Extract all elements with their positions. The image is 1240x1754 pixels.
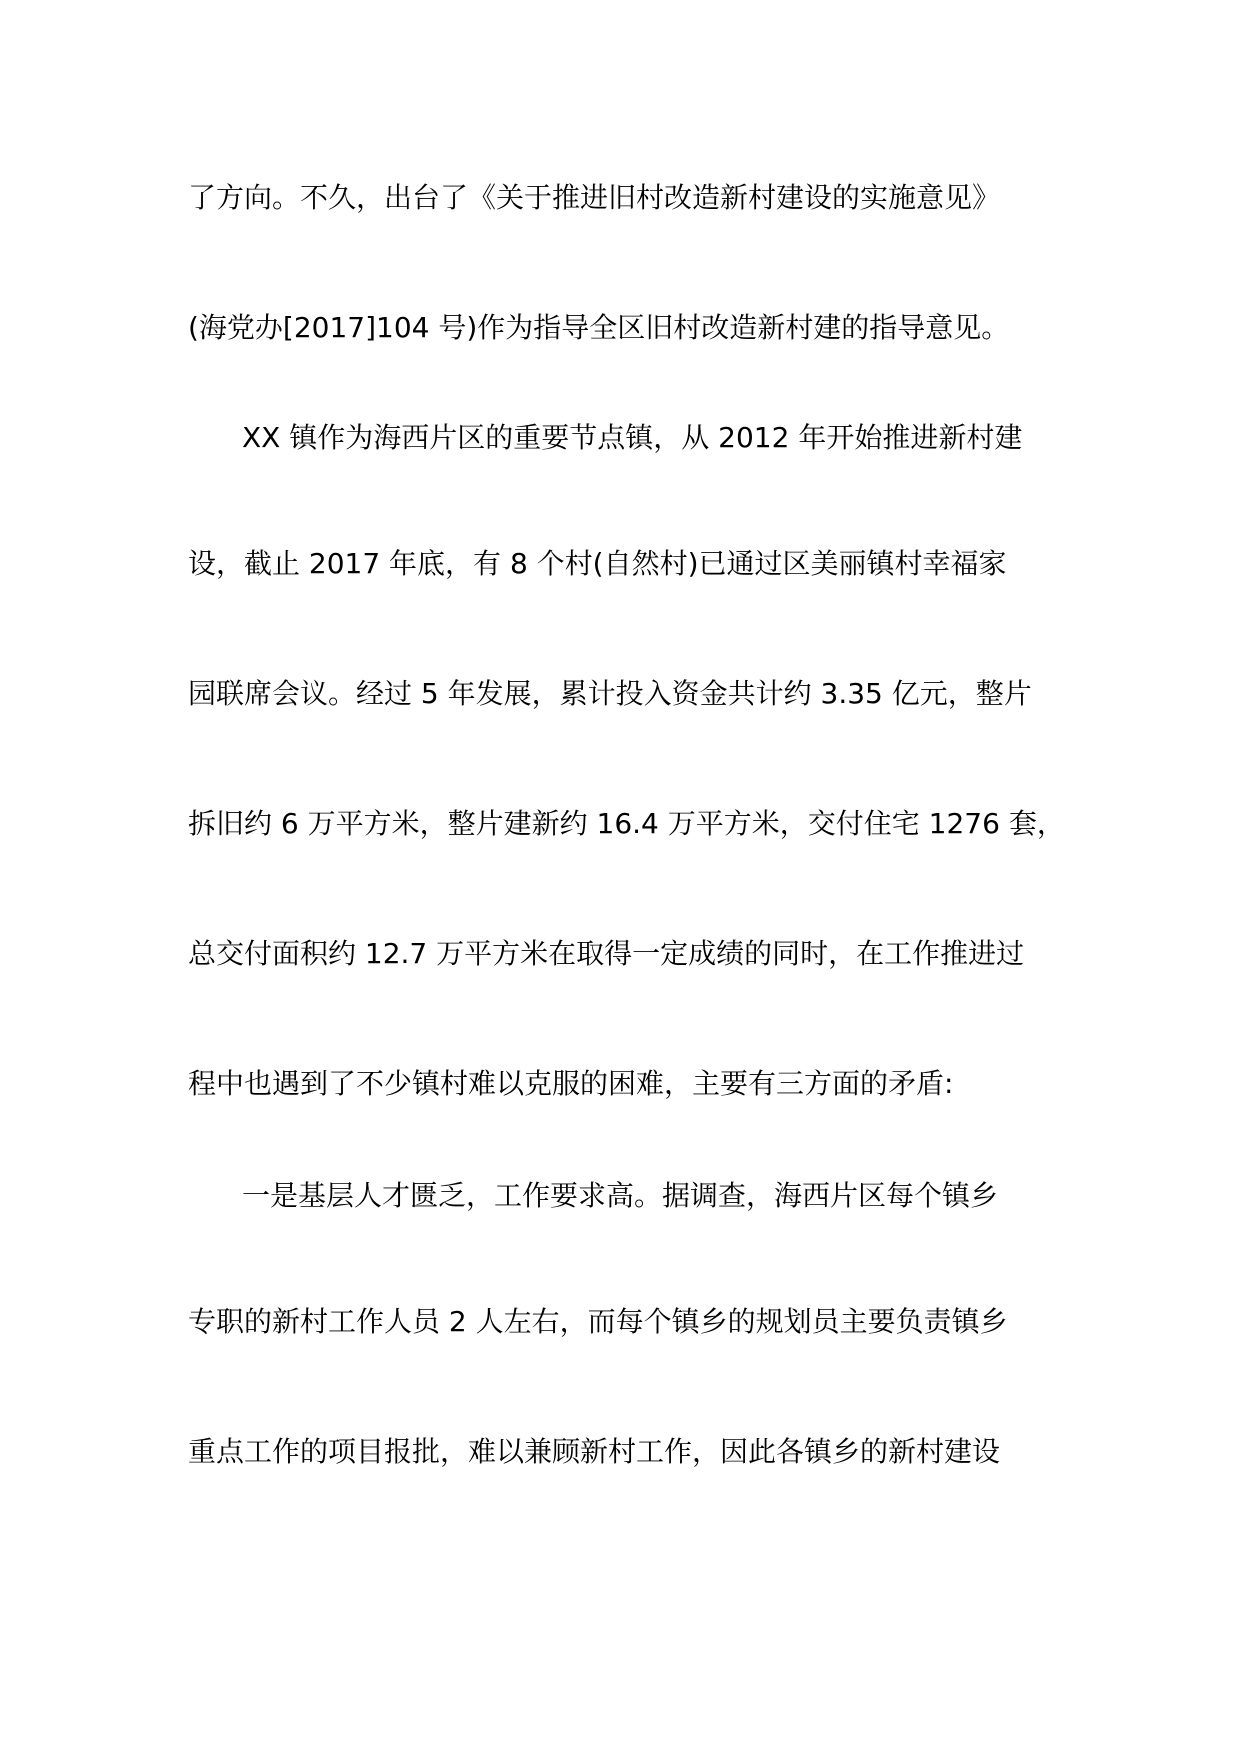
paragraph-start-line: 一是基层人才匮乏，工作要求高。据调查，海西片区每个镇乡 <box>242 1179 999 1212</box>
text-line: 拆旧约 6 万平方米，整片建新约 16.4 万平方米，交付住宅 1276 套， <box>188 807 1065 840</box>
text-line: 专职的新村工作人员 2 人左右，而每个镇乡的规划员主要负责镇乡 <box>188 1305 1008 1338</box>
text-line: (海党办[2017]104 号)作为指导全区旧村改造新村建的指导意见。 <box>188 311 1010 344</box>
text-line: 园联席会议。经过 5 年发展，累计投入资金共计约 3.35 亿元，整片 <box>188 677 1032 710</box>
paragraph-start-line: XX 镇作为海西片区的重要节点镇，从 2012 年开始推进新村建 <box>242 421 1023 454</box>
text-line: 设，截止 2017 年底，有 8 个村(自然村)已通过区美丽镇村幸福家 <box>188 547 1007 580</box>
text-line: 了方向。不久，出台了《关于推进旧村改造新村建设的实施意见》 <box>188 181 1001 214</box>
text-line: 程中也遇到了不少镇村难以克服的困难，主要有三方面的矛盾: <box>188 1067 954 1100</box>
text-line: 总交付面积约 12.7 万平方米在取得一定成绩的同时，在工作推进过 <box>188 937 1025 970</box>
text-line: 重点工作的项目报批，难以兼顾新村工作，因此各镇乡的新村建设 <box>188 1435 1001 1468</box>
